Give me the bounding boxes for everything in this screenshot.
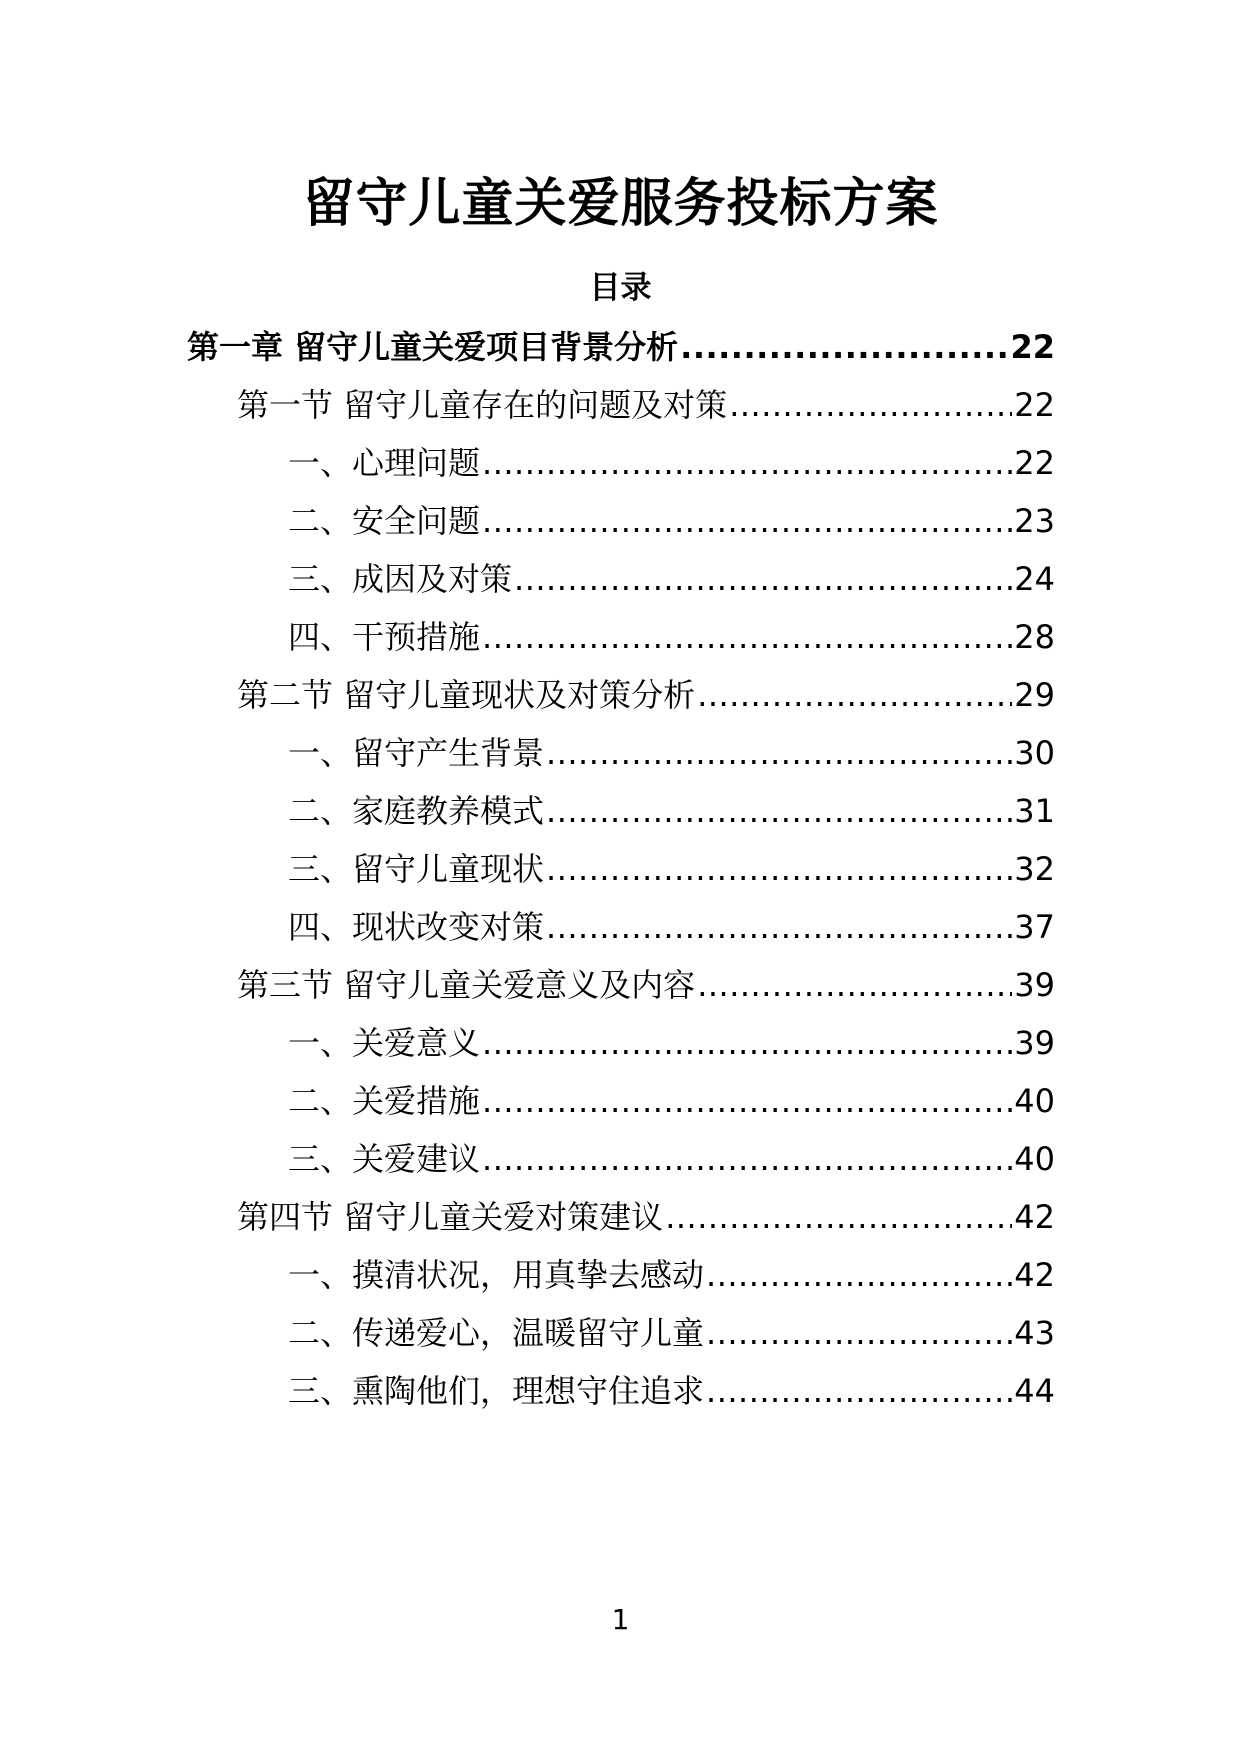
toc-entry-page: 30 — [1014, 734, 1055, 772]
toc-entry-section-2[interactable] — [237, 670, 1055, 720]
toc-entry-page: 40 — [1014, 1082, 1055, 1120]
toc-entry-item[interactable] — [288, 1018, 1055, 1068]
toc-entry-label: 第四节 留守儿童关爱对策建议 — [237, 1198, 664, 1236]
toc-entry-item[interactable] — [288, 786, 1055, 836]
toc-entry-label: 一、心理问题 — [288, 444, 481, 482]
toc-dot-leader — [706, 1250, 1012, 1300]
toc-dot-leader — [546, 844, 1012, 894]
toc-dot-leader — [546, 902, 1012, 952]
toc-dot-leader — [706, 1308, 1012, 1358]
toc-entry-page: 37 — [1014, 908, 1055, 946]
toc-entry-page: 44 — [1014, 1372, 1055, 1410]
toc-dot-leader — [546, 786, 1012, 836]
toc-entry-label: 四、现状改变对策 — [288, 908, 545, 946]
toc-dot-leader — [482, 1134, 1012, 1184]
toc-entry-page: 39 — [1014, 966, 1055, 1004]
toc-entry-item[interactable] — [288, 1366, 1055, 1416]
toc-entry-item[interactable] — [288, 1308, 1055, 1358]
toc-entry-page: 32 — [1014, 850, 1055, 888]
toc-dot-leader — [706, 1366, 1012, 1416]
toc-dot-leader — [482, 1076, 1012, 1126]
toc-entry-item[interactable] — [288, 728, 1055, 778]
toc-entry-label: 第一章 留守儿童关爱项目背景分析 — [187, 328, 679, 366]
toc-entry-label: 三、熏陶他们，理想守住追求 — [288, 1372, 705, 1410]
toc-entry-page: 24 — [1014, 560, 1055, 598]
toc-entry-label: 三、成因及对策 — [288, 560, 513, 598]
toc-entry-item[interactable] — [288, 438, 1055, 488]
toc-dot-leader — [546, 728, 1012, 778]
toc-entry-item[interactable] — [288, 1134, 1055, 1184]
toc-entry-label: 二、安全问题 — [288, 502, 481, 540]
toc-entry-page: 43 — [1014, 1314, 1055, 1352]
toc-entry-label: 二、关爱措施 — [288, 1082, 481, 1120]
toc-entry-label: 第一节 留守儿童存在的问题及对策 — [237, 386, 728, 424]
toc-entry-page: 42 — [1014, 1198, 1055, 1236]
toc-entry-item[interactable] — [288, 1250, 1055, 1300]
toc-entry-page: 39 — [1014, 1024, 1055, 1062]
toc-entry-page: 22 — [1014, 386, 1055, 424]
toc-entry-item[interactable] — [288, 554, 1055, 604]
toc-dot-leader — [482, 1018, 1012, 1068]
toc-entry-chapter-1[interactable] — [187, 322, 1055, 372]
toc-entry-item[interactable] — [288, 496, 1055, 546]
toc-entry-page: 29 — [1014, 676, 1055, 714]
toc-entry-page: 40 — [1014, 1140, 1055, 1178]
toc-entry-label: 三、留守儿童现状 — [288, 850, 545, 888]
toc-entry-item[interactable] — [288, 844, 1055, 894]
document-title: 留守儿童关爱服务投标方案 — [302, 174, 939, 234]
toc-entry-item[interactable] — [288, 612, 1055, 662]
toc-entry-label: 二、传递爱心，温暖留守儿童 — [288, 1314, 705, 1352]
toc-entry-label: 二、家庭教养模式 — [288, 792, 545, 830]
toc-entry-page: 22 — [1014, 444, 1055, 482]
toc-entry-page: 42 — [1014, 1256, 1055, 1294]
page-number: 1 — [611, 1603, 630, 1636]
toc-entry-item[interactable] — [288, 902, 1055, 952]
toc-dot-leader — [680, 322, 1008, 372]
toc-dot-leader — [697, 670, 1012, 720]
toc-heading: 目录 — [589, 270, 652, 306]
toc-entry-label: 四、干预措施 — [288, 618, 481, 656]
toc-dot-leader — [482, 438, 1012, 488]
toc-entry-label: 三、关爱建议 — [288, 1140, 481, 1178]
toc-entry-page: 31 — [1014, 792, 1055, 830]
toc-entry-section-3[interactable] — [237, 960, 1055, 1010]
toc-entry-item[interactable] — [288, 1076, 1055, 1126]
toc-dot-leader — [729, 380, 1012, 430]
toc-entry-label: 一、摸清状况，用真挚去感动 — [288, 1256, 705, 1294]
toc-entry-page: 23 — [1014, 502, 1055, 540]
toc-dot-leader — [665, 1192, 1012, 1242]
toc-dot-leader — [697, 960, 1012, 1010]
toc-dot-leader — [482, 612, 1012, 662]
toc-entry-label: 一、关爱意义 — [288, 1024, 481, 1062]
toc-entry-label: 一、留守产生背景 — [288, 734, 545, 772]
toc-dot-leader — [482, 496, 1012, 546]
toc-entry-section-1[interactable] — [237, 380, 1055, 430]
toc-entry-label: 第二节 留守儿童现状及对策分析 — [237, 676, 696, 714]
toc-dot-leader — [514, 554, 1012, 604]
toc-entry-page: 22 — [1010, 328, 1055, 366]
toc-entry-section-4[interactable] — [237, 1192, 1055, 1242]
toc-entry-label: 第三节 留守儿童关爱意义及内容 — [237, 966, 696, 1004]
toc-entry-page: 28 — [1014, 618, 1055, 656]
